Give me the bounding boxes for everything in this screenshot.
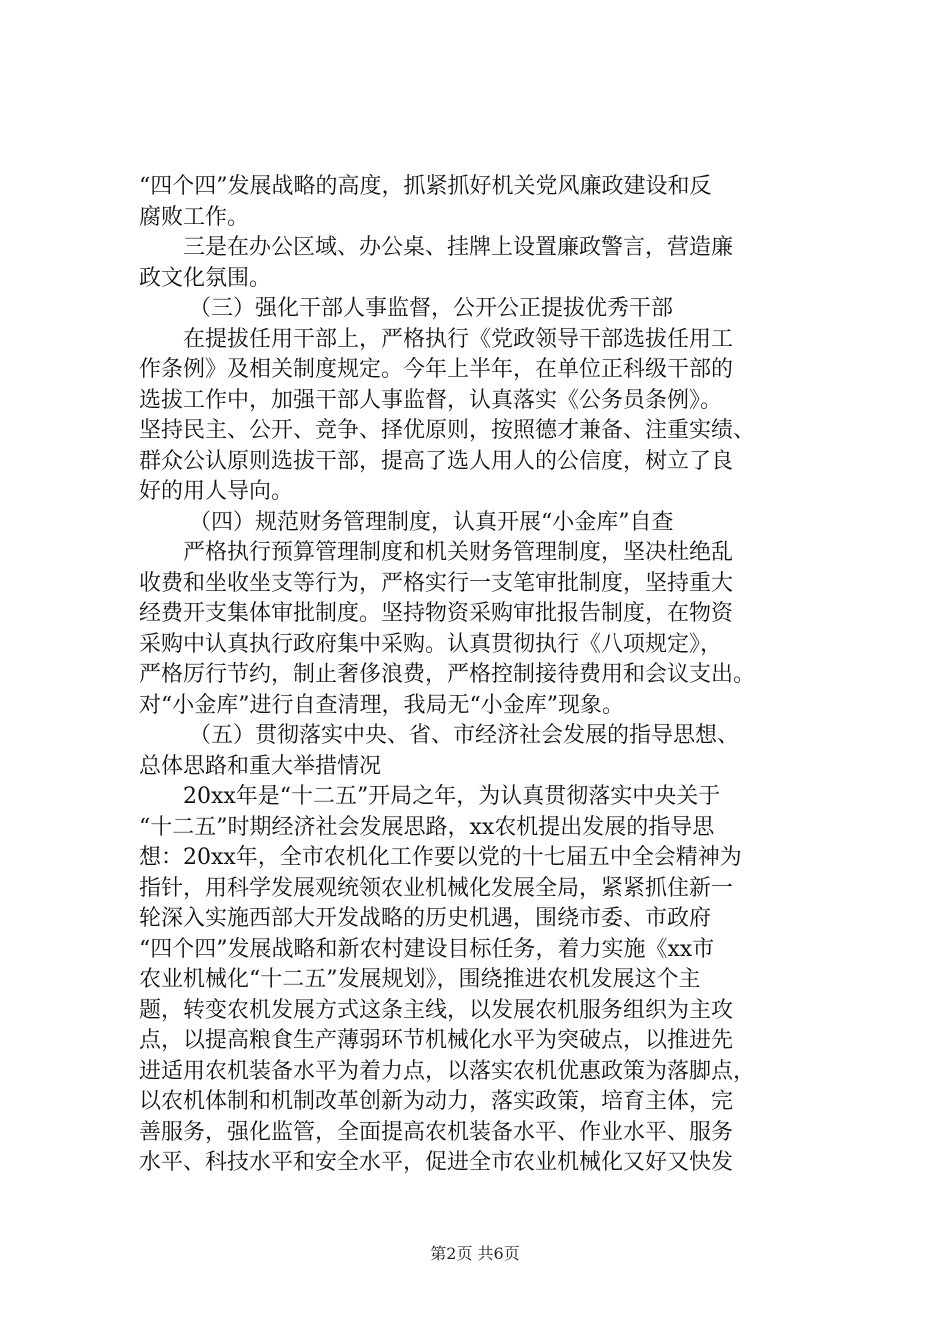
text-line: 以农机体制和机制改革创新为动力，落实政策，培育主体，完 <box>139 1089 734 1114</box>
text-line: “四个四”发展战略的高度，抓紧抓好机关党风廉政建设和反 <box>139 174 712 199</box>
text-line: 点，以提高粮食生产薄弱环节机械化水平为突破点，以推进先 <box>139 1028 734 1053</box>
document-body <box>139 172 819 1179</box>
text-line: 题，转变农机发展方式这条主线，以发展农机服务组织为主攻 <box>139 997 734 1023</box>
text-line: 想：20xx年，全市农机化工作要以党的十七届五中全会精神为 <box>139 845 742 870</box>
text-line: 20xx年是“十二五”开局之年，为认真贯彻落实中央关于 <box>183 784 721 809</box>
text-line: 三是在办公区域、办公桌、挂牌上设置廉政警言，营造廉 <box>183 235 734 260</box>
text-line: 好的用人导向。 <box>139 479 294 504</box>
text-line: 进适用农机装备水平为着力点，以落实农机优惠政策为落脚点， <box>139 1058 756 1084</box>
text-line: 收费和坐收坐支等行为，严格实行一支笔审批制度，坚持重大 <box>139 570 734 596</box>
text-line: 采购中认真执行政府集中采购。认真贯彻执行《八项规定》， <box>139 631 723 657</box>
text-line: 严格厉行节约，制止奢侈浪费，严格控制接待费用和会议支出。 <box>139 662 756 687</box>
text-line: “十二五”时期经济社会发展思路，xx农机提出发展的指导思 <box>139 814 715 840</box>
text-line: 对“小金库”进行自查清理，我局无“小金库”现象。 <box>139 692 624 718</box>
text-line: 水平、科技水平和安全水平，促进全市农业机械化又好又快发 <box>139 1150 734 1175</box>
text-line: 在提拔任用干部上，严格执行《党政领导干部选拔任用工 <box>183 326 734 352</box>
text-line: 群众公认原则选拔干部，提高了选人用人的公信度，树立了良 <box>139 448 734 474</box>
text-line: 经费开支集体审批制度。坚持物资采购审批报告制度，在物资 <box>139 601 734 626</box>
text-line: 指针，用科学发展观统领农业机械化发展全局，紧紧抓住新一 <box>139 875 734 901</box>
section-heading: （四）规范财务管理制度，认真开展“小金库”自查 <box>189 509 674 535</box>
text-line: 腐败工作。 <box>139 204 250 230</box>
text-line: 总体思路和重大举措情况 <box>139 753 382 779</box>
section-heading: （五）贯彻落实中央、省、市经济社会发展的指导思想、 <box>189 723 740 748</box>
text-line: 轮深入实施西部大开发战略的历史机遇，围绕市委、市政府 <box>139 906 712 931</box>
text-line: 善服务，强化监管，全面提高农机装备水平、作业水平、服务 <box>139 1119 734 1145</box>
text-line: 政文化氛围。 <box>139 265 272 291</box>
text-line: 作条例》及相关制度规定。今年上半年，在单位正科级干部的 <box>139 357 734 382</box>
text-line: 严格执行预算管理制度和机关财务管理制度，坚决杜绝乱 <box>183 540 734 565</box>
section-heading: （三）强化干部人事监督，公开公正提拔优秀干部 <box>189 296 674 321</box>
text-line: 选拔工作中，加强干部人事监督，认真落实《公务员条例》。 <box>139 387 723 413</box>
page-number-footer: 第2页 共6页 <box>430 1244 520 1263</box>
text-line: 农业机械化“十二五”发展规划》，围绕推进农机发展这个主 <box>139 967 701 992</box>
text-line: 坚持民主、公开、竞争、择优原则，按照德才兼备、注重实绩、 <box>139 418 756 443</box>
text-line: “四个四”发展战略和新农村建设目标任务，着力实施《xx市 <box>139 936 715 962</box>
